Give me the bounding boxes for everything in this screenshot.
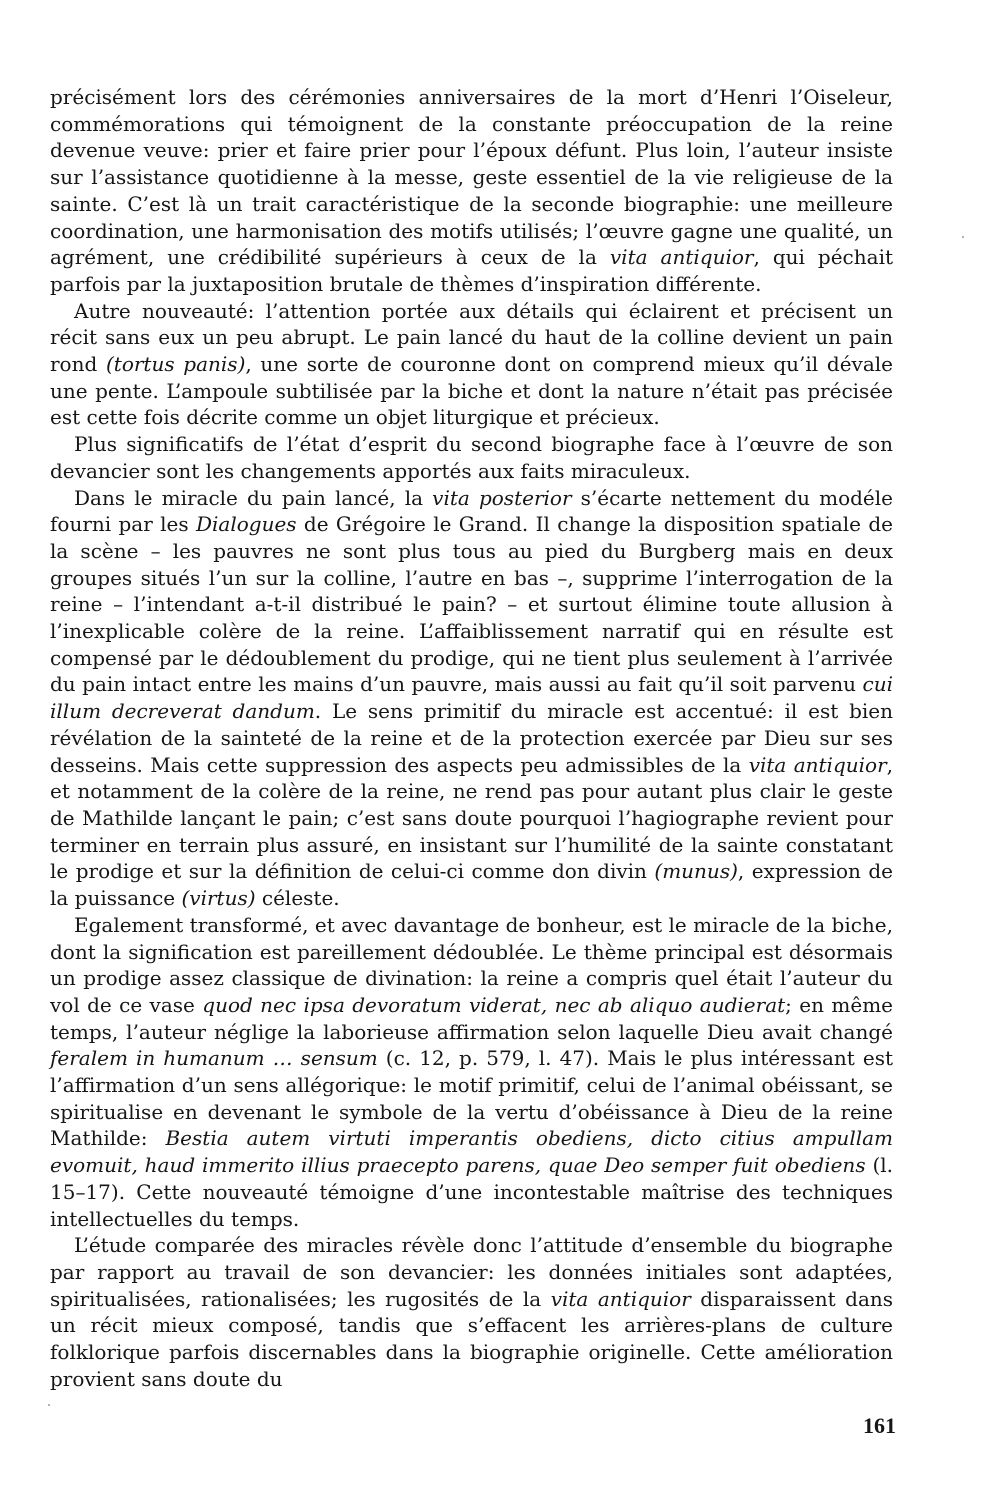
scan-speck [962,236,964,238]
text-run: précisément lors des cérémonies anniversaires de la mort d’Henri l’Oiseleur, commémorations qui témoignent de la constante préoccupation de la reine devenue veuve: prier et faire prier pour l’époux défunt. Plus loin, l’auteur insiste sur l’assistance quotidienne à la messe, geste essentiel de la vie religieuse de la sainte. C’est là un trait caractéristique de la seconde biographie: une meilleure coordination, une harmonisation des motifs utilisés; l’œuvre gagne une qualité, un agrément, une crédibilité supérieurs à ceux de la [50,85,893,270]
text-run: s’écarte nettement du modéle fourni par les [50,485,893,537]
italic-run: Dialogues [195,512,297,537]
italic-run: vita antiquior [748,752,887,777]
page-number: 161 [863,1413,896,1438]
italic-run: Bestia autem virtuti imperantis obediens, dicto citius ampullam evomuit, haud immerito illius praecepto parens, quae Deo semper fuit obediens [50,1126,893,1178]
text-run: de Grégoire le Grand. Il change la disposition spatiale de la scène – les pauvres ne sont plus tous au pied du Burgberg mais en deux groupes situés l’un sur la colline, l’autre en bas –, supprime l’interrogation de la reine – l’intendant a-t-il distribué le pain? – et surtout élimine toute allusion à l’inexplicable colère de la reine. L’affaiblissement narratif qui en résulte est compensé par le dédoublement du prodige, qui ne tient plus seulement à l’arrivée du pain intact entre les mains d’un pauvre, mais aussi au fait qu’il soit parvenu [50,512,893,697]
text-run: disparaissent dans un récit mieux composé, tandis que s’effacent les arrières-plans de culture folklorique parfois discernables dans la biographie originelle. Cette amélioration provient sans doute du [50,1286,894,1391]
text-run: , une sorte de couronne dont on comprend mieux qu’il dévale une pente. L’ampoule subtilisée par la biche et dont la nature n’était pas précisée est cette fois décrite comme un objet liturgique et précieux. [50,352,893,430]
text-run: , et notamment de la colère de la reine, ne rend pas pour autant plus clair le geste de Mathilde lançant le pain; c’est sans doute pourquoi l’hagiographe revient pour terminer en terrain plus assuré, en insistant sur l’humilité de la sainte constatant le prodige et sur la définition de celui-ci comme don divin [50,752,893,884]
italic-run: feralem in humanum … sensum [50,1046,378,1071]
text-run: , expression de la puissance [50,859,893,911]
text-run: (l. 15–17). Cette nouveauté témoigne d’une incontestable maîtrise des techniques intellectuelles du temps. [50,1153,893,1231]
paragraph-4 [50,485,893,912]
italic-run: vita antiquior [550,1286,691,1311]
italic-run: cui illum decreverat dandum [50,672,893,724]
text-run: Autre nouveauté: l’attention portée aux détails qui éclairent et précisent un récit sans eux un peu abrupt. Le pain lancé du haut de la colline devient un pain rond [50,298,893,377]
italic-run: (munus) [654,859,738,884]
paragraph-2 [50,298,893,432]
italic-run: quod nec ipsa devoratum viderat, nec ab aliquo audierat [202,992,786,1017]
italic-run: (tortus panis) [105,352,246,377]
italic-run: vita posterior [432,485,572,510]
paragraph-5 [50,912,893,1232]
text-run: Egalement transformé, et avec davantage de bonheur, est le miracle de la biche, dont la signification est pareillement dédoublée. Le thème principal est désormais un prodige assez classique de divination: la reine a compris quel était l’auteur du vol de ce vase [50,912,893,1017]
paragraph-3 [50,431,893,484]
text-run: Plus significatifs de l’état d’esprit du second biographe face à l’œuvre de son devancier sont les changements apportés aux faits miraculeux. [50,432,893,483]
text-run: (c. 12, p. 579, l. 47). Mais le plus intéressant est l’affirmation d’un sens allégorique: le motif primitif, celui de l’animal obéissant, se spiritualise en devenant le symbole de la vertu d’obéissance à Dieu de la reine Mathilde: [50,1046,893,1151]
italic-run: (virtus) [181,886,256,911]
scan-speck [48,1404,50,1406]
text-run: , qui péchait parfois par la juxtaposition brutale de thèmes d’inspiration différente. [50,245,893,296]
text-run: céleste. [255,886,340,911]
italic-run: vita antiquior [609,245,754,270]
text-run: . Le sens primitif du miracle est accentué: il est bien révélation de la sainteté de la reine et de la protection exercée par Dieu sur ses desseins. Mais cette suppression des aspects peu admissibles de la [50,699,893,777]
paragraph-1 [50,84,893,298]
body-text [50,84,893,1392]
paragraph-6 [50,1232,893,1392]
text-run: ; en même temps, l’auteur néglige la laborieuse affirmation selon laquelle Dieu avait changé [50,992,893,1044]
text-run: L’étude comparée des miracles révèle donc l’attitude d’ensemble du biographe par rapport au travail de son devancier: les données initiales sont adaptées, spiritualisées, rationalisées; les rugosités de la [50,1233,893,1311]
text-run: Dans le miracle du pain lancé, la [74,485,433,510]
